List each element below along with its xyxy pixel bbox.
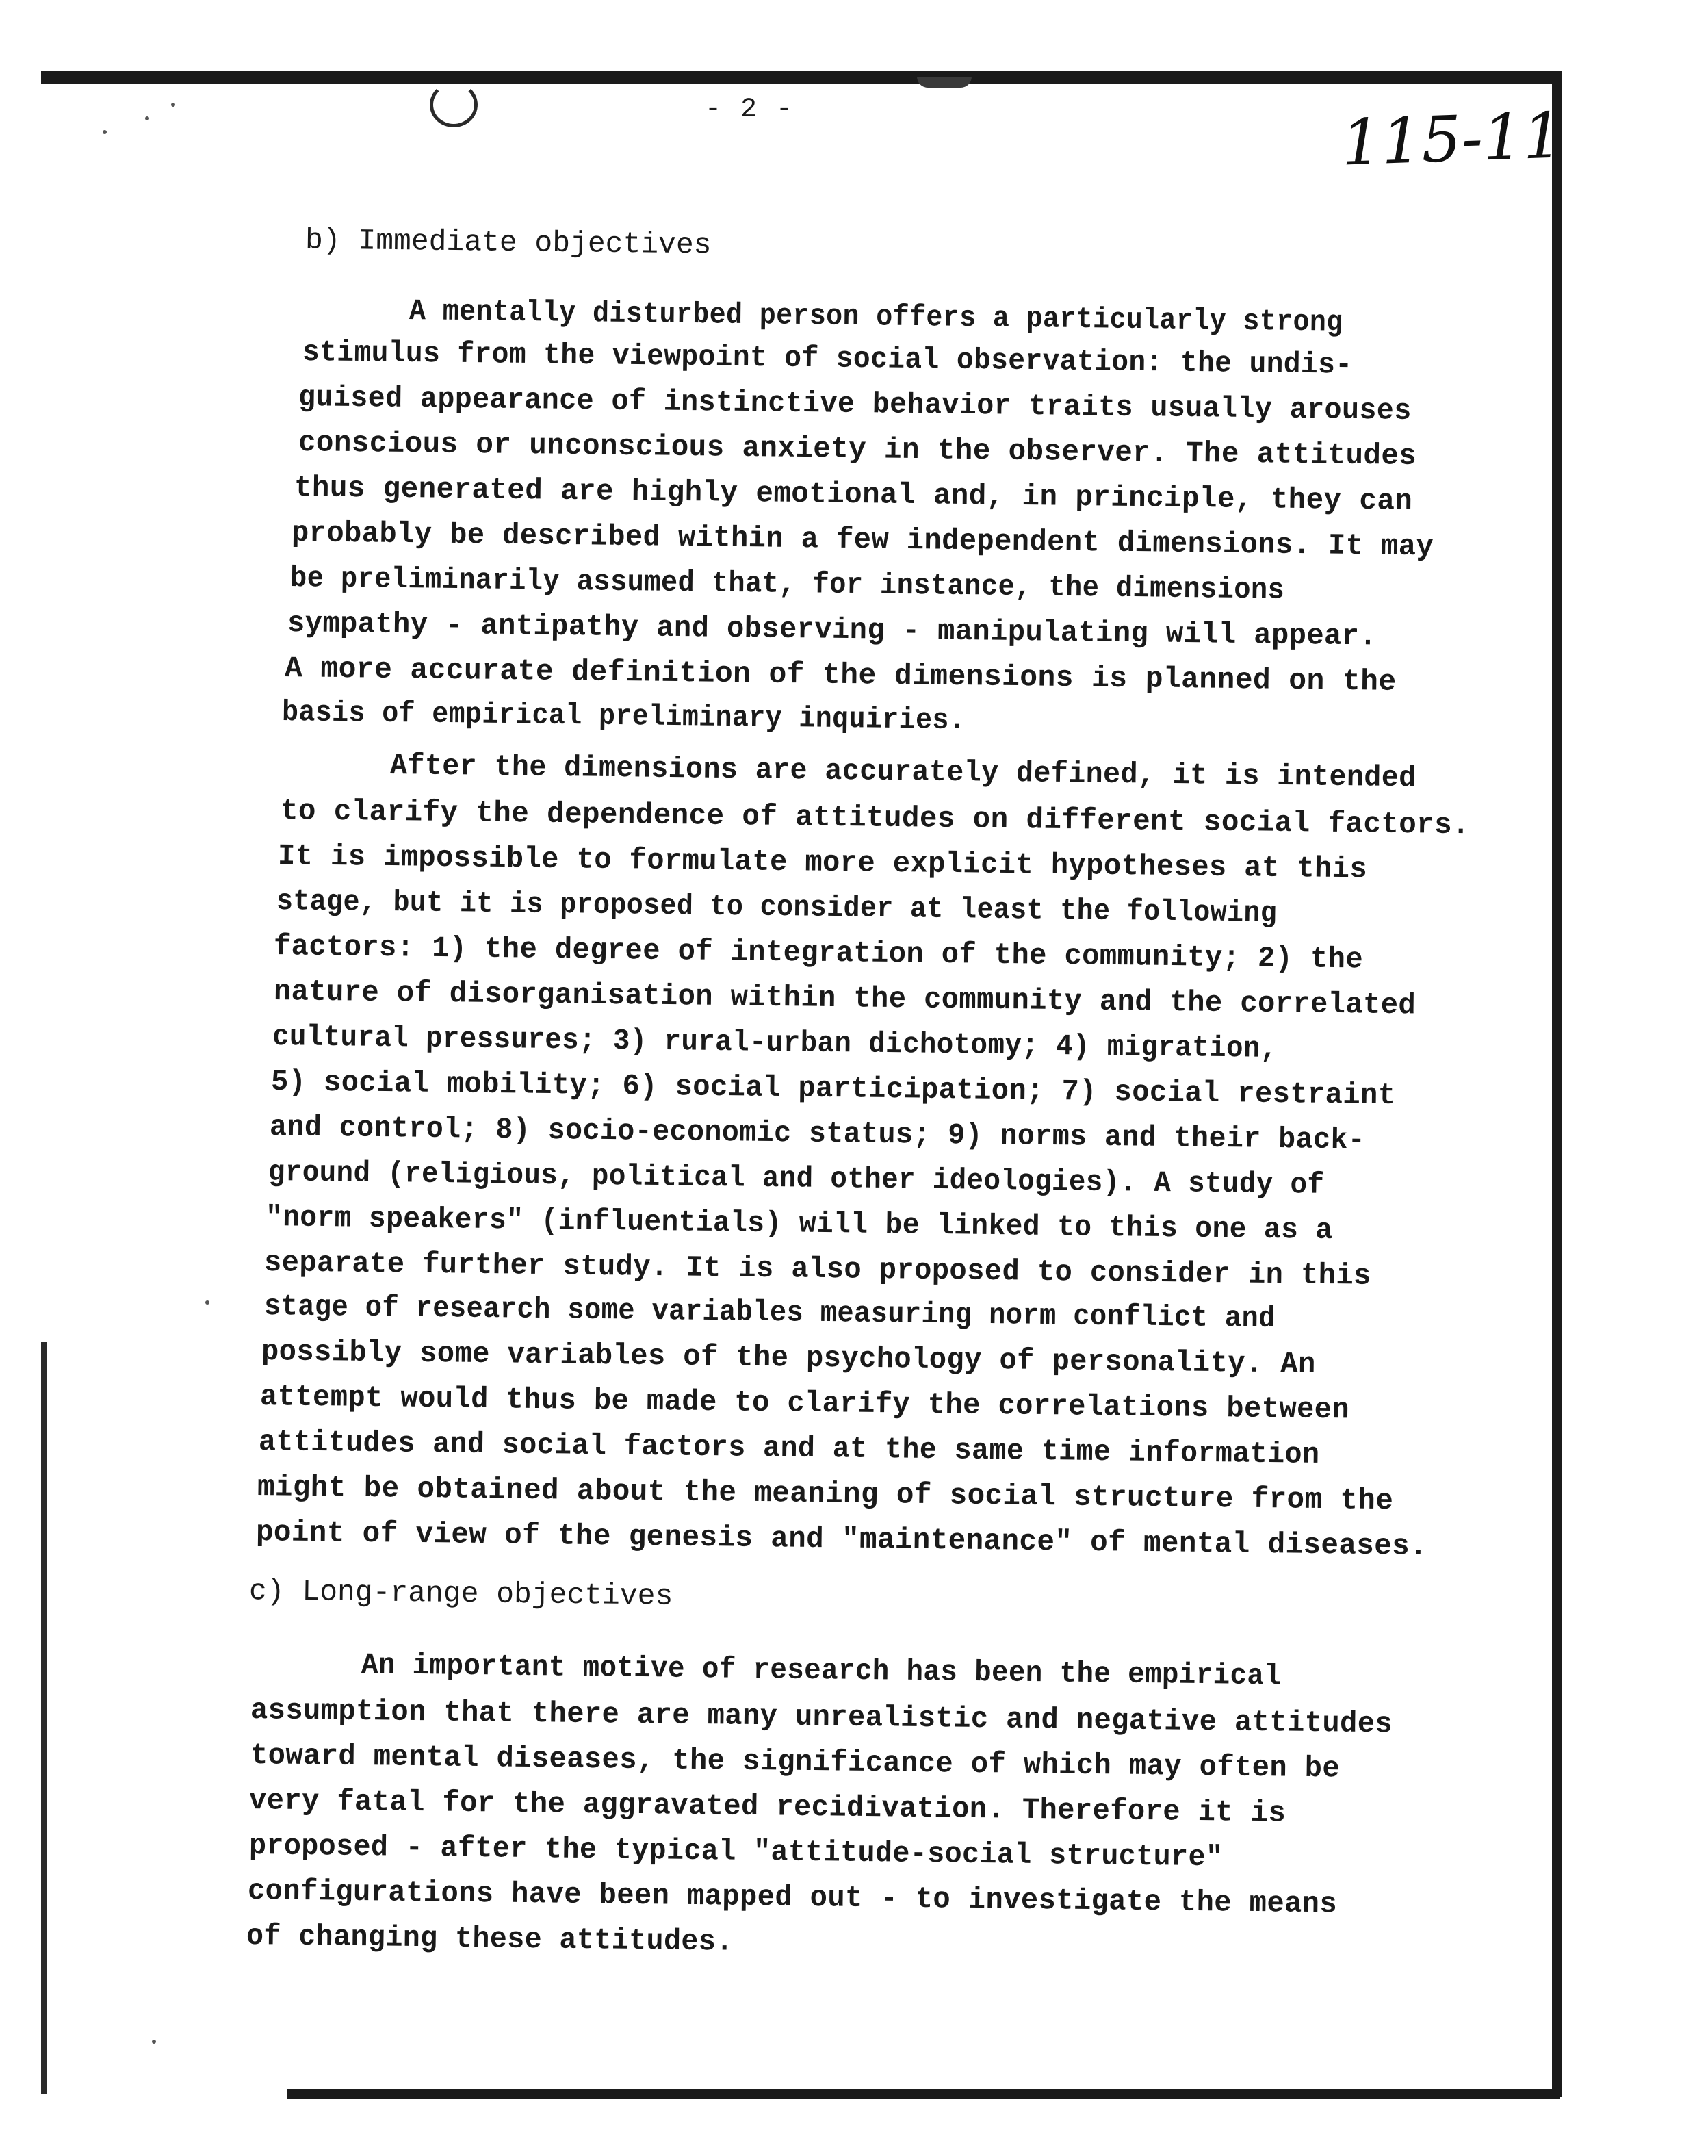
text-line: separate further study. It is also proposed to consider in this xyxy=(263,1246,1372,1293)
text-line: "norm speakers" (influentials) will be linked to this one as a xyxy=(265,1201,1333,1248)
punch-hole-mark xyxy=(430,82,478,127)
scan-edge-bottom xyxy=(287,2089,1560,2099)
text-line: possibly some variables of the psychology of personality. An xyxy=(261,1335,1317,1381)
text-line: guised appearance of instinctive behavior traits usually arouses xyxy=(298,381,1412,428)
text-line: be preliminarily assumed that, for instance, the dimensions xyxy=(289,561,1285,607)
text-line: stage of research some variables measuring norm conflict and xyxy=(263,1289,1276,1336)
text-line: stage, but it is proposed to consider at least the following xyxy=(276,884,1278,930)
text-line: probably be described within a few independent dimensions. It may xyxy=(291,516,1434,564)
text-line: attempt would thus be made to clarify the correlations between xyxy=(259,1380,1350,1427)
section-heading-immediate: b) Immediate objectives xyxy=(305,223,712,262)
text-line: sympathy - antipathy and observing - manipulating will appear. xyxy=(287,606,1377,654)
text-line: It is impossible to formulate more explicit hypotheses at this xyxy=(277,839,1368,886)
text-line: point of view of the genesis and "maintenance" of mental diseases. xyxy=(255,1515,1428,1563)
text-line: proposed - after the typical "attitude-social structure" xyxy=(248,1829,1224,1875)
text-line: assumption that there are many unrealistic and negative attitudes xyxy=(250,1693,1393,1741)
text-line: configurations have been mapped out - to investigate the means xyxy=(247,1874,1338,1921)
text-line: After the dimensions are accurately defined, it is intended xyxy=(389,749,1416,795)
text-line: basis of empirical preliminary inquiries. xyxy=(281,695,966,738)
scan-edge-right xyxy=(1552,71,1562,2097)
page-number: - 2 - xyxy=(705,94,794,125)
scan-edge-top xyxy=(41,71,1560,84)
text-line: An important motive of research has been the empirical xyxy=(361,1648,1282,1693)
text-line: might be obtained about the meaning of social structure from the xyxy=(257,1470,1394,1518)
text-line: stimulus from the viewpoint of social observation: the undis- xyxy=(302,335,1353,382)
text-line: to clarify the dependence of attitudes on different social factors. xyxy=(280,794,1471,843)
text-line: 5) social mobility; 6) social participation; 7) social restraint xyxy=(270,1065,1396,1113)
text-line: toward mental diseases, the significance of which may often be xyxy=(250,1738,1341,1786)
text-line: cultural pressures; 3) rural-urban dichotomy; 4) migration, xyxy=(272,1020,1278,1066)
text-line: attitudes and social factors and at the same time information xyxy=(258,1425,1320,1472)
staple-mark xyxy=(917,77,972,88)
speck-1 xyxy=(103,130,107,134)
text-line: and control; 8) socio-economic status; 9) norms and their back- xyxy=(269,1110,1366,1157)
text-line: very fatal for the aggravated recidivation. Therefore it is xyxy=(248,1784,1286,1830)
text-line: factors: 1) the degree of integration of the community; 2) the xyxy=(273,929,1364,977)
scan-edge-left xyxy=(41,1342,47,2094)
speck-3 xyxy=(171,103,175,107)
text-line: thus generated are highly emotional and, in principle, they can xyxy=(294,471,1413,518)
text-line: nature of disorganisation within the community and the correlated xyxy=(273,975,1416,1023)
speck-4 xyxy=(205,1300,209,1305)
speck-2 xyxy=(145,116,149,120)
text-line: conscious or unconscious anxiety in the observer. The attitudes xyxy=(298,426,1417,473)
text-line: A mentally disturbed person offers a particularly strong xyxy=(409,294,1343,339)
section-heading-long-range: c) Long-range objectives xyxy=(248,1574,673,1613)
handwritten-reference: 115-11 xyxy=(1340,99,1564,180)
text-line: of changing these attitudes. xyxy=(246,1919,734,1959)
text-line: ground (religious, political and other ideologies). A study of xyxy=(268,1155,1325,1202)
text-line: A more accurate definition of the dimensions is planned on the xyxy=(284,652,1397,699)
speck-5 xyxy=(152,2040,156,2044)
